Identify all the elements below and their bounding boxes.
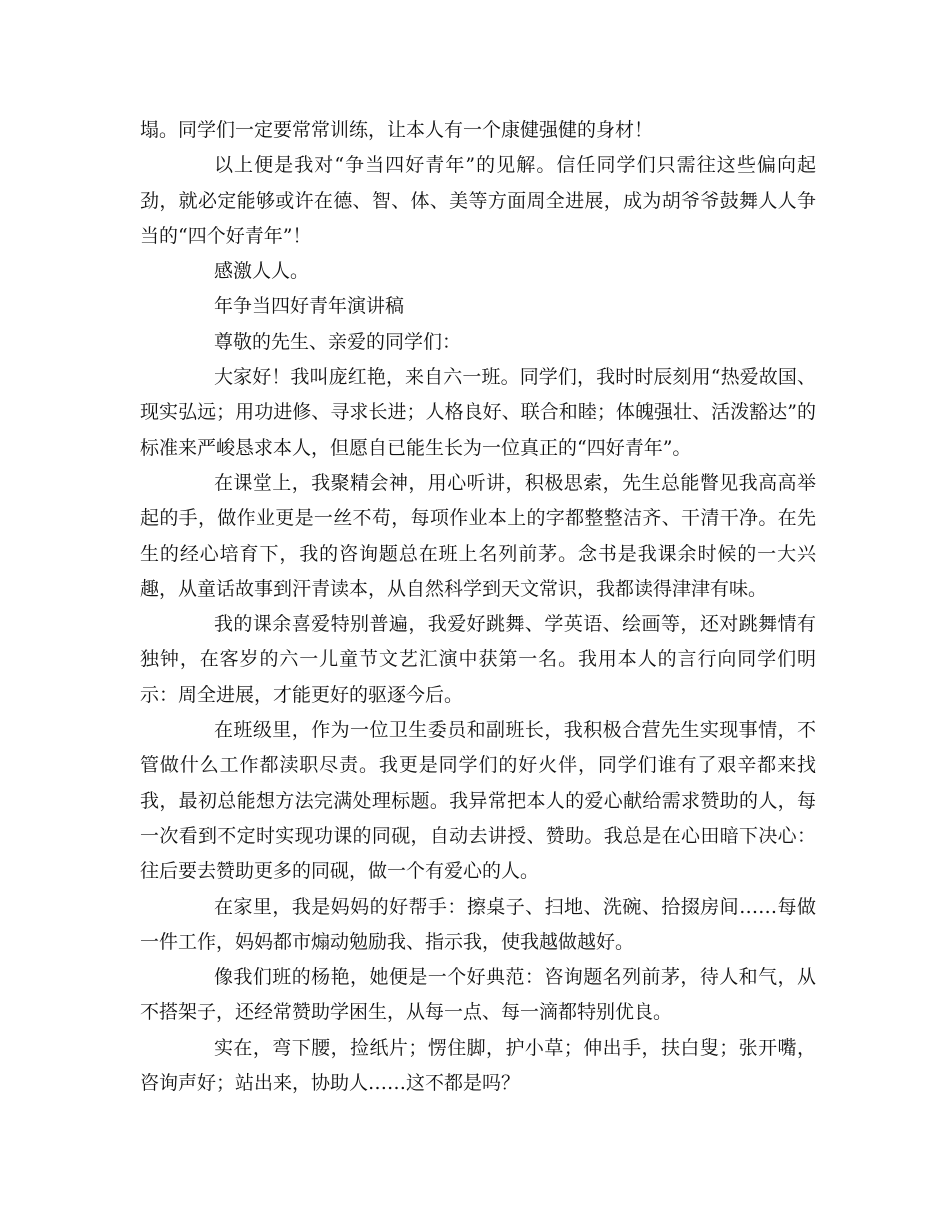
paragraph: 实在，弯下腰，捡纸片；愣住脚，护小草；伸出手，扶白叟；张开嘴，咨询声好；站出来，协助人……这不都是吗？ [140,1036,816,1095]
salutation: 尊敬的先生、亲爱的同学们： [214,330,462,353]
paragraph: 在家里，我是妈妈的好帮手：擦桌子、扫地、洗碗、拾掇房间……每做一件工作，妈妈都市煽动勉励我、指示我，使我越做越好。 [140,895,816,953]
paragraph: 在班级里，作为一位卫生委员和副班长，我积极合营先生实现事情，不管做什么工作都渎职尽责。我更是同学们的好火伴，同学们谁有了艰辛都来找我，最初总能想方法完满处理标题。我异常把本人的爱心献给需求赞助的人，每一次看到不定时实现功课的同砚，自动去讲授、赞助。我总是在心田暗下决心：往后要去赞助更多的同砚，做一个有爱心的人。 [140,719,816,883]
paragraph: 在课堂上，我聚精会神，用心听讲，积极思索，先生总能瞥见我高高举起的手，做作业更是一丝不苟，每项作业本上的字都整整洁齐、干清干净。在先生的经心培育下，我的咨询题总在班上名列前茅。念书是我课余时候的一大兴趣，从童话故事到汗青读本，从自然科学到天文常识，我都读得津津有味。 [140,471,816,600]
document-body [140,113,816,1101]
paragraph: 我的课余喜爱特别普遍，我爱好跳舞、学英语、绘画等，还对跳舞情有独钟，在客岁的六一儿童节文艺汇演中获第一名。我用本人的言行向同学们明示：周全进展，才能更好的驱逐今后。 [140,613,816,706]
paragraph-thanks: 感激人人。 [214,260,310,283]
paragraph: 以上便是我对“争当四好青年”的见解。信任同学们只需往这些偏向起劲，就必定能够或许在德、智、体、美等方面周全进展，成为胡爷爷鼓舞人人争当的“四个好青年”！ [140,154,816,247]
paragraph: 像我们班的杨艳，她便是一个好典范：咨询题名列前茅，待人和气，从不搭架子，还经常赞助学困生，从每一点、每一滴都特别优良。 [140,966,816,1024]
paragraph: 大家好！我叫庞红艳，来自六一班。同学们，我时时辰刻用“热爱故国、现实弘远；用功进修、寻求长进；人格良好、联合和睦；体魄强壮、活泼豁达”的标准来严峻恳求本人，但愿自已能生长为一位真正的“四好青年”。 [140,366,816,459]
speech-title: 年争当四好青年演讲稿 [214,295,405,318]
paragraph-continuation: 塌。同学们一定要常常训练，让本人有一个康健强健的身材！ [140,119,654,141]
